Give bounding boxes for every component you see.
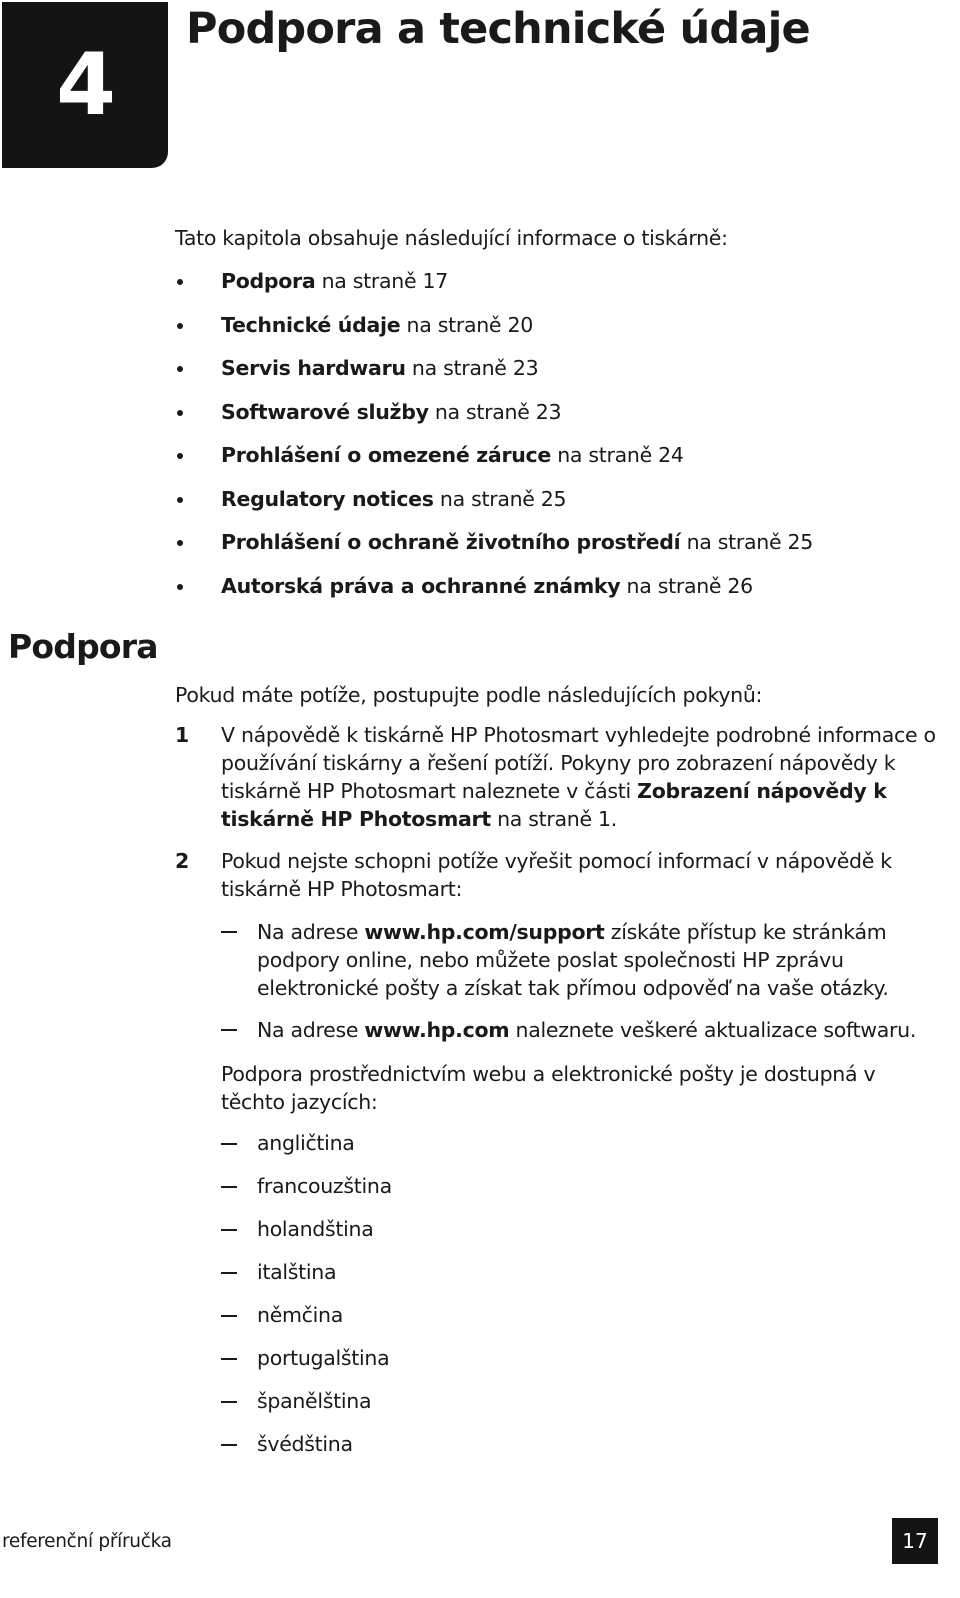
language-item: portugalština [221,1346,392,1389]
support-intro: Pokud máte potíže, postupujte podle následujících pokynů: [175,683,763,707]
toc-link[interactable]: Autorská práva a ochranné známky [221,573,621,598]
dash-icon [221,931,237,933]
toc-item[interactable] [175,487,813,531]
hp-url-link[interactable]: www.hp.com [364,1018,510,1042]
toc-page-ref: na straně 24 [551,443,684,467]
support-option [221,918,957,1002]
dash-icon [221,1029,237,1031]
language-item: francouzština [221,1174,392,1217]
toc-page-ref: na straně 17 [315,269,448,293]
language-item: angličtina [221,1131,392,1174]
toc-link[interactable]: Technické údaje [221,312,401,337]
bullet-icon [177,366,183,372]
toc-link[interactable]: Podpora [221,269,316,293]
step-text: V nápovědě k tiskárně HP Photosmart vyhledejte podrobné informace o používání tiskárny a řešení potíží. Pokyny pro zobrazení nápovědy k tiskárně HP Photosmart naleznete v části [221,723,936,803]
chapter-number-box [2,2,168,168]
toc-item[interactable] [175,269,813,313]
bullet-icon [177,323,183,329]
bullet-icon [177,584,183,590]
bullet-icon [177,453,183,459]
option-prefix: Na adrese [257,1018,365,1042]
languages-intro: Podpora prostřednictvím webu a elektronické pošty je dostupná v těchto jazycích: [221,1062,876,1114]
support-url-link[interactable]: www.hp.com/support [364,920,605,944]
option-text: naleznete veškeré aktualizace softwaru. [509,1018,917,1042]
toc-item[interactable] [175,530,813,574]
step-number: 1 [175,723,189,747]
option-prefix: Na adrese [257,920,365,944]
dash-icon [221,1444,237,1446]
bullet-icon [177,540,183,546]
toc-link[interactable]: Servis hardwaru [221,356,406,380]
toc-page-ref: na straně 23 [428,399,562,424]
step-number: 2 [175,849,189,873]
toc-page-ref: na straně 20 [400,312,533,337]
language-list [221,1131,392,1475]
toc-item[interactable] [175,313,813,357]
dash-icon [221,1401,237,1403]
step-page-ref: na straně 1. [490,807,617,831]
language-item: švédština [221,1432,392,1475]
dash-icon [221,1143,237,1145]
dash-icon [221,1186,237,1188]
language-item: němčina [221,1303,392,1346]
chapter-number: 4 [56,35,114,135]
section-heading: Podpora [8,627,158,666]
intro-text: Tato kapitola obsahuje následující informace o tiskárně: [175,226,728,250]
chapter-title: Podpora a technické údaje [186,4,810,54]
toc-item[interactable] [175,574,813,618]
bullet-icon [177,497,183,503]
toc-item[interactable] [175,443,813,487]
support-option [221,1016,957,1044]
footer-label: referenční příručka [2,1531,172,1552]
toc-item[interactable] [175,400,813,444]
toc-page-ref: na straně 25 [680,530,813,554]
step-text: Pokud nejste schopni potíže vyřešit pomocí informací v nápovědě k tiskárně HP Photosmart: [221,849,892,901]
option-text: získáte přístup ke stránkám podpory online, nebo můžete poslat společnosti HP zprávu elektronické pošty a získat tak přímou odpověď na vaše otázky. [257,920,889,1000]
step-2 [175,847,946,903]
toc-page-ref: na straně 25 [433,486,567,511]
step-1 [175,721,946,833]
page-number-box [892,1518,938,1564]
toc-page-ref: na straně 26 [620,573,753,598]
page-number: 17 [902,1529,928,1553]
toc-link[interactable]: Softwarové služby [221,399,429,424]
dash-icon [221,1272,237,1274]
toc-link[interactable]: Prohlášení o ochraně životního prostředí [221,530,681,554]
language-item: italština [221,1260,392,1303]
toc-link[interactable]: Prohlášení o omezené záruce [221,443,552,467]
dash-icon [221,1315,237,1317]
toc-link[interactable]: Regulatory notices [221,486,434,511]
toc-item[interactable] [175,356,813,400]
dash-icon [221,1229,237,1231]
bullet-icon [177,410,183,416]
dash-icon [221,1358,237,1360]
chapter-contents-list [175,269,813,617]
help-link[interactable]: Zobrazení nápovědy k tiskárně HP Photosmart [221,779,887,831]
language-item: španělština [221,1389,392,1432]
language-item: holandština [221,1217,392,1260]
bullet-icon [177,279,183,285]
toc-page-ref: na straně 23 [405,356,539,380]
